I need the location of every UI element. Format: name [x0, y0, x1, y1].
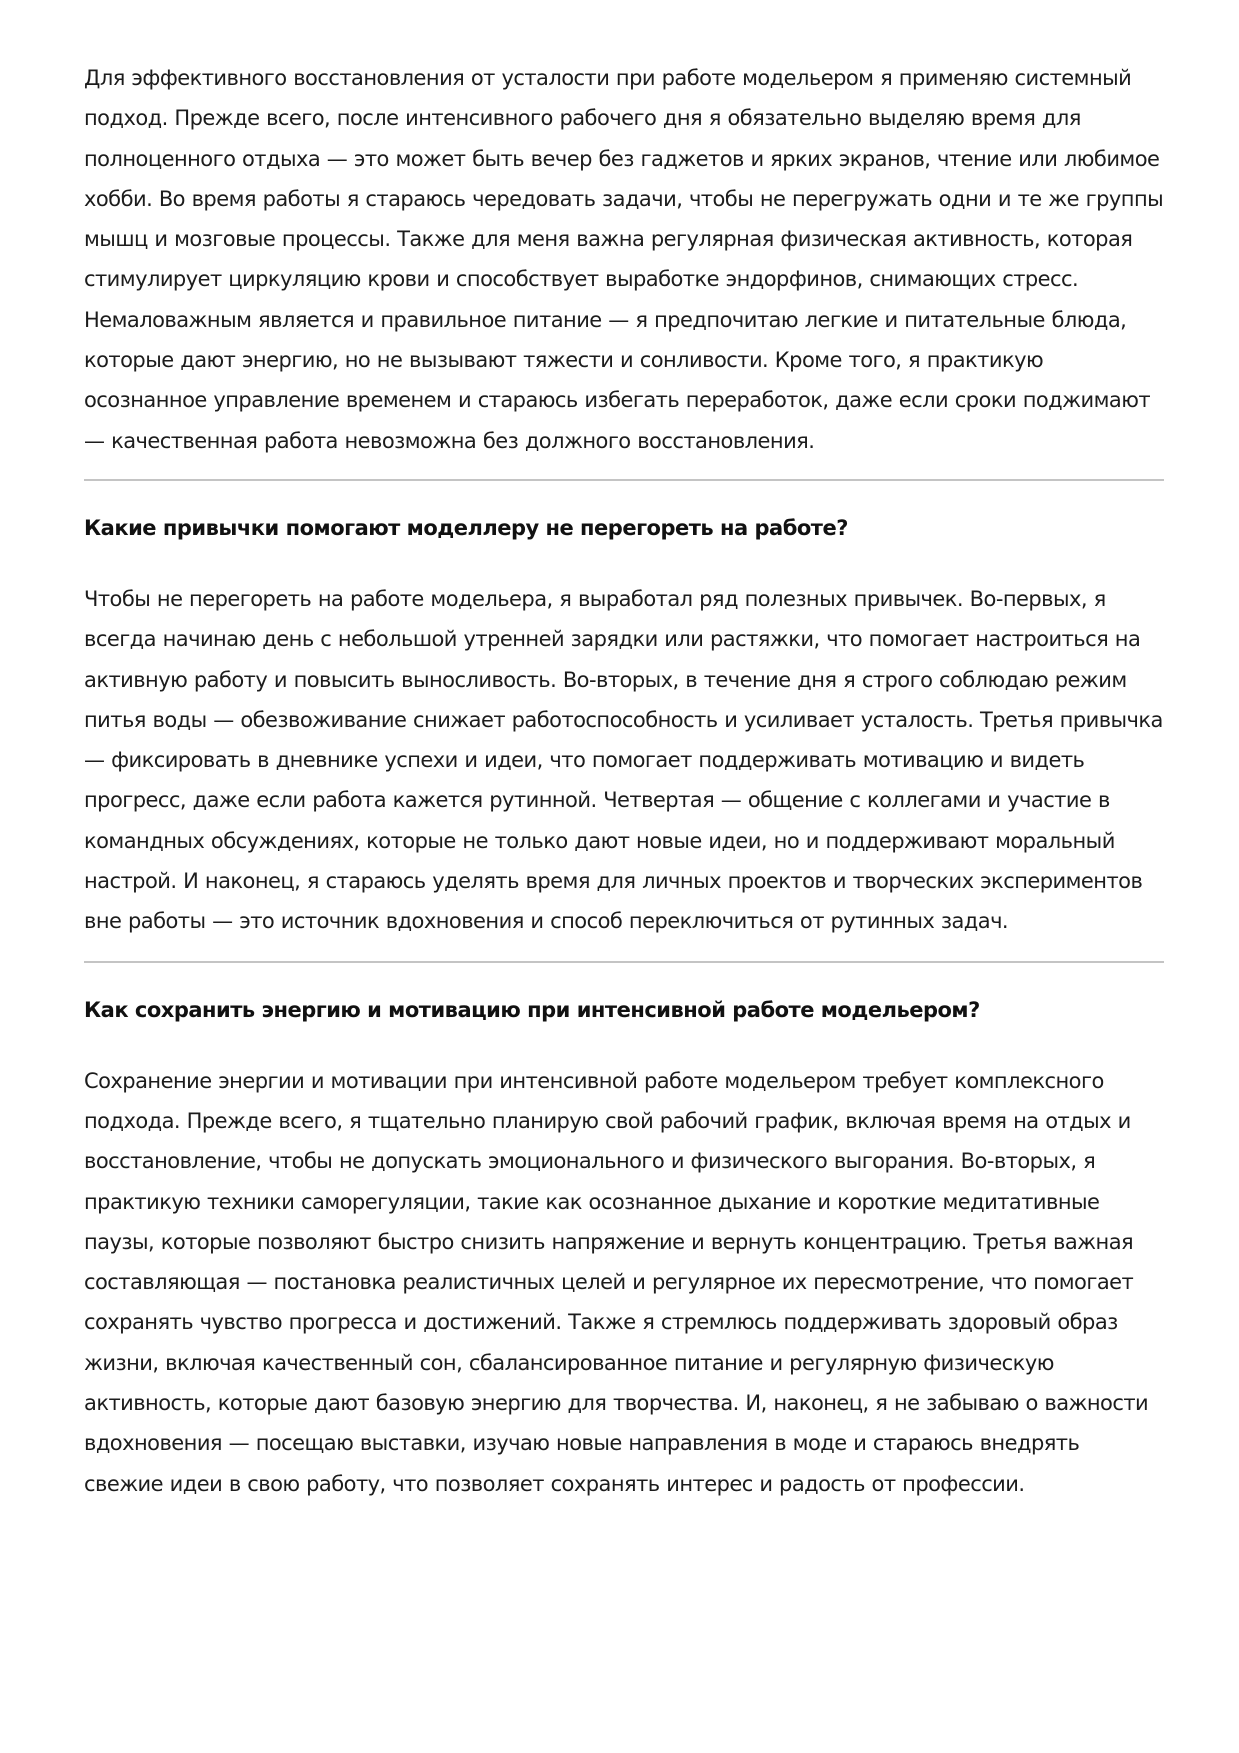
section-divider	[84, 961, 1164, 963]
paragraph-habits: Чтобы не перегореть на работе модельера, я выработал ряд полезных привычек. Во-первых, я всегда начинаю день с небольшой утренней зарядки или растяжки, что помогает настроиться на активную работу и повысить выносливость. Во-вторых, в течение дня я строго соблюдаю режим питья воды — обезвоживание снижает работоспособность и усиливает усталость. Третья привычка — фиксировать в дневнике успехи и идеи, что помогает поддерживать мотивацию и видеть прогресс, даже если работа кажется рутинной. Четвертая — общение с коллегами и участие в командных обсуждениях, которые не только дают новые идеи, но и поддерживают моральный настрой. И наконец, я стараюсь уделять время для личных проектов и творческих экспериментов вне работы — это источник вдохновения и способ переключиться от рутинных задач.	[84, 586, 1163, 934]
question-heading-energy: Как сохранить энергию и мотивацию при интенсивной работе модельером?	[84, 997, 980, 1022]
section-divider	[84, 479, 1164, 481]
question-heading-habits: Какие привычки помогают моделлеру не перегореть на работе?	[84, 515, 848, 540]
paragraph-recovery: Для эффективного восстановления от усталости при работе модельером я применяю системный подход. Прежде всего, после интенсивного рабочего дня я обязательно выделяю время для полноценного отдыха — это может быть вечер без гаджетов и ярких экранов, чтение или любимое хобби. Во время работы я стараюсь чередовать задачи, чтобы не перегружать одни и те же группы мышц и мозговые процессы. Также для меня важна регулярная физическая активность, которая стимулирует циркуляцию крови и способствует выработке эндорфинов, снимающих стресс. Немаловажным является и правильное питание — я предпочитаю легкие и питательные блюда, которые дают энергию, но не вызывают тяжести и сонливости. Кроме того, я практикую осознанное управление временем и стараюсь избегать переработок, даже если сроки поджимают — качественная работа невозможна без должного восстановления.	[84, 66, 1164, 453]
paragraph-energy: Сохранение энергии и мотивации при интенсивной работе модельером требует комплексного подхода. Прежде всего, я тщательно планирую свой рабочий график, включая время на отдых и восстановление, чтобы не допускать эмоционального и физического выгорания. Во-вторых, я практикую техники саморегуляции, такие как осознанное дыхание и короткие медитативные паузы, которые позволяют быстро снизить напряжение и вернуть концентрацию. Третья важная составляющая — постановка реалистичных целей и регулярное их пересмотрение, что помогает сохранять чувство прогресса и достижений. Также я стремлюсь поддерживать здоровый образ жизни, включая качественный сон, сбалансированное питание и регулярную физическую активность, которые дают базовую энергию для творчества. И, наконец, я не забываю о важности вдохновения — посещаю выставки, изучаю новые направления в моде и стараюсь внедрять свежие идеи в свою работу, что позволяет сохранять интерес и радость от профессии.	[84, 1068, 1149, 1496]
article-content	[84, 58, 1164, 1504]
